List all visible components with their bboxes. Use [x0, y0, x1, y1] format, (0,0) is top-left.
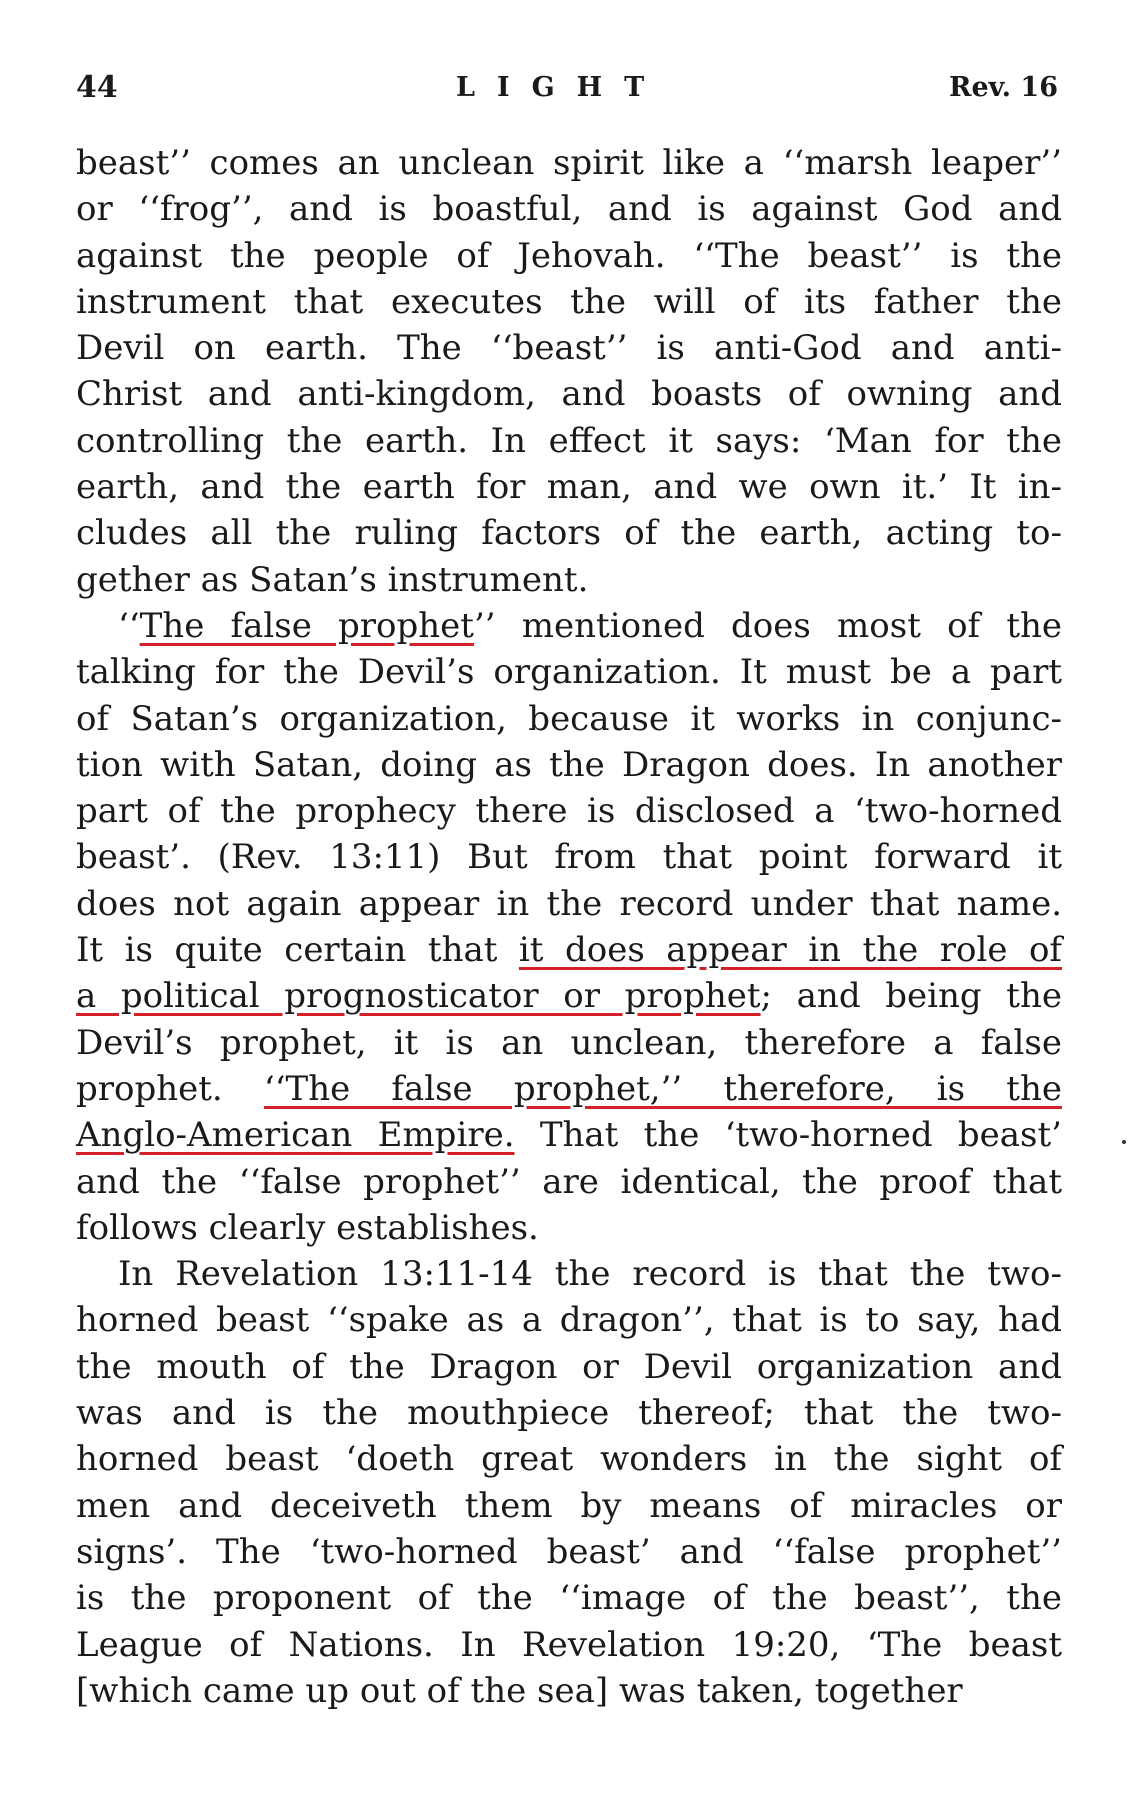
text-line — [76, 1344, 1062, 1390]
underlined-passage: it does appear in the role of — [518, 930, 1063, 971]
text-line — [76, 696, 1062, 742]
underlined-passage: a political prognosticator or prophet — [76, 976, 761, 1017]
text-line — [76, 371, 1062, 417]
page-number: 44 — [76, 70, 118, 105]
text-line — [76, 1112, 1062, 1158]
text-line — [76, 1066, 1062, 1112]
text-segment: men and deceiveth them by means of miracles or — [76, 1485, 1062, 1526]
text-line — [76, 1020, 1062, 1066]
text-line — [76, 742, 1062, 788]
text-segment: That the ‘two-horned beast’ — [514, 1115, 1062, 1156]
text-segment: earth, and the earth for man, and we own it.’ It in- — [76, 467, 1062, 508]
text-line — [76, 649, 1062, 695]
text-segment: beast’’ comes an unclean spirit like a ‘‘marsh leaper’’ — [76, 143, 1062, 183]
text-segment: ‘‘ — [118, 605, 140, 646]
text-segment: the mouth of the Dragon or Devil organization and — [76, 1346, 1062, 1387]
text-segment: follows clearly establishes. — [76, 1207, 539, 1248]
text-segment: ; and being the — [760, 976, 1062, 1017]
text-line — [76, 1251, 1062, 1297]
text-segment: In Revelation 13:11-14 the record is that the two- — [118, 1254, 1062, 1295]
text-line — [76, 1205, 1062, 1251]
text-segment: League of Nations. In Revelation 19:20, ‘The beast — [76, 1624, 1062, 1665]
text-segment: horned beast ‘‘spake as a dragon’’, that is to say, had — [76, 1300, 1062, 1341]
text-segment: prophet. — [76, 1068, 264, 1109]
text-segment: against the people of Jehovah. ‘‘The beast’’ is the — [76, 235, 1062, 276]
text-line — [76, 973, 1062, 1019]
text-line — [76, 1529, 1062, 1575]
text-segment: part of the prophecy there is disclosed a ‘two-horned — [76, 791, 1062, 832]
text-segment: beast’. (Rev. 13:11) But from that point forward it — [76, 837, 1062, 878]
text-segment: was and is the mouthpiece thereof; that the two- — [76, 1393, 1062, 1434]
text-line — [76, 233, 1062, 279]
text-line — [76, 1622, 1062, 1668]
text-line — [76, 325, 1062, 371]
text-line — [76, 1668, 1062, 1714]
text-segment: instrument that executes the will of its father the — [76, 281, 1062, 322]
text-segment: [which came up out of the sea] was taken, together — [76, 1670, 963, 1711]
text-segment: ’’ mentioned does most of the — [473, 605, 1063, 646]
text-line — [76, 603, 1062, 649]
text-line — [76, 788, 1062, 834]
text-line — [76, 834, 1062, 880]
body-text — [76, 140, 1062, 1714]
text-line — [76, 1436, 1062, 1482]
text-segment: gether as Satan’s instrument. — [76, 559, 589, 600]
text-line — [76, 881, 1062, 927]
margin-mark — [1122, 1140, 1126, 1144]
text-line — [76, 1297, 1062, 1343]
text-line — [76, 186, 1062, 232]
text-line — [76, 418, 1062, 464]
text-line — [76, 1390, 1062, 1436]
text-segment: or ‘‘frog’’, and is boastful, and is against God and — [76, 189, 1062, 230]
text-segment: Devil’s prophet, it is an unclean, therefore a false — [76, 1022, 1062, 1063]
text-segment: does not again appear in the record under that name. — [76, 883, 1062, 924]
text-segment: controlling the earth. In effect it says: ‘Man for the — [76, 420, 1062, 461]
text-line — [76, 464, 1062, 510]
text-segment: signs’. The ‘two-horned beast’ and ‘‘false prophet’’ — [76, 1531, 1062, 1572]
text-segment: It is quite certain that — [76, 930, 519, 971]
text-segment: horned beast ‘doeth great wonders in the sight of — [76, 1439, 1062, 1480]
text-segment: Devil on earth. The ‘‘beast’’ is anti-God and anti- — [76, 328, 1062, 369]
text-line — [76, 140, 1062, 186]
text-line — [76, 1483, 1062, 1529]
text-line — [76, 557, 1062, 603]
chapter-reference: Rev. 16 — [949, 72, 1058, 103]
underlined-passage: Anglo-American Empire. — [76, 1115, 515, 1156]
text-segment: and the ‘‘false prophet’’ are identical, the proof that — [76, 1161, 1062, 1202]
text-segment: is the proponent of the ‘‘image of the beast’’, the — [76, 1578, 1062, 1619]
text-segment: cludes all the ruling factors of the earth, acting to- — [76, 513, 1062, 554]
text-line — [76, 1575, 1062, 1621]
text-line — [76, 279, 1062, 325]
text-segment: of Satan’s organization, because it works in conjunc- — [76, 698, 1062, 739]
text-segment: talking for the Devil’s organization. It must be a part — [76, 652, 1062, 693]
text-line — [76, 510, 1062, 556]
text-segment: tion with Satan, doing as the Dragon does. In another — [76, 744, 1062, 785]
underlined-passage: ‘‘The false prophet,’’ therefore, is the — [263, 1068, 1062, 1109]
page-header — [76, 70, 1058, 110]
text-segment: Christ and anti-kingdom, and boasts of owning and — [76, 374, 1062, 415]
text-line — [76, 1159, 1062, 1205]
underlined-passage: The false prophet — [139, 605, 474, 646]
text-line — [76, 927, 1062, 973]
running-title: LIGHT — [456, 72, 667, 103]
